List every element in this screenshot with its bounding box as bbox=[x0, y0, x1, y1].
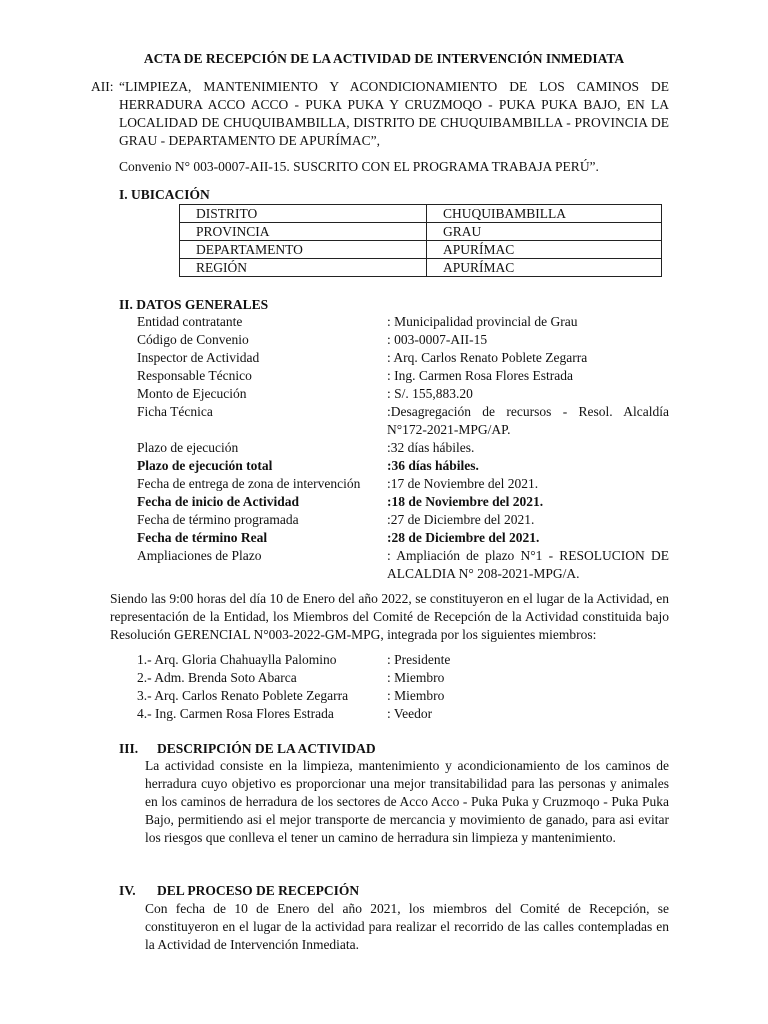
datos-generales-value: :32 días hábiles. bbox=[387, 440, 475, 455]
datos-generales-key: Código de Convenio bbox=[137, 332, 249, 347]
ubicacion-row bbox=[180, 205, 662, 223]
datos-generales-key: Plazo de ejecución bbox=[137, 440, 239, 455]
datos-generales-key: Fecha de término programada bbox=[137, 512, 299, 527]
datos-generales-key: Entidad contratante bbox=[137, 314, 243, 329]
member-role: : Miembro bbox=[387, 670, 445, 685]
member-role: : Miembro bbox=[387, 688, 445, 703]
datos-generales-row bbox=[137, 457, 669, 475]
datos-generales-key: Monto de Ejecución bbox=[137, 386, 247, 401]
member-row bbox=[137, 651, 537, 669]
datos-generales-value: :28 de Diciembre del 2021. bbox=[387, 530, 540, 545]
aii-block bbox=[91, 78, 669, 150]
datos-generales-row bbox=[137, 547, 669, 583]
aii-text: “LIMPIEZA, MANTENIMIENTO Y ACONDICIONAMIENTO DE LOS CAMINOS DE HERRADURA ACCO ACCO - PUKA PUKA Y CRUZMOQO - PUKA PUKA BAJO, EN LA LOCALIDAD DE CHUQUIBAMBILLA, DISTRITO DE CHUQUIBAMBILLA - PROVINCIA DE GRAU - DEPARTAMENTO DE APURÍMAC”, bbox=[119, 79, 669, 148]
intro-paragraph: Siendo las 9:00 horas del día 10 de Enero del año 2022, se constituyeron en el lugar de la Actividad, en representación de la Entidad, los Miembros del Comité de Recepción de la Actividad constituida bajo Resolución GERENCIAL N°003-2022-GM-MPG, integrada por los siguientes miembros: bbox=[110, 591, 669, 642]
descripcion-number: III. bbox=[119, 741, 139, 756]
datos-generales-value: : Municipalidad provincial de Grau bbox=[387, 314, 578, 329]
ubicacion-key: REGIÓN bbox=[180, 259, 427, 277]
ubicacion-row bbox=[180, 259, 662, 277]
member-row bbox=[137, 705, 537, 723]
ubicacion-value: GRAU bbox=[427, 223, 662, 241]
datos-generales-value: : Ampliación de plazo N°1 - RESOLUCION DE ALCALDIA N° 208-2021-MPG/A. bbox=[387, 548, 669, 581]
datos-generales-row bbox=[137, 403, 669, 439]
member-name: 2.- Adm. Brenda Soto Abarca bbox=[137, 670, 297, 685]
aii-label: AII: bbox=[91, 79, 114, 94]
datos-generales-row bbox=[137, 439, 669, 457]
datos-generales-list bbox=[137, 313, 669, 583]
ubicacion-row bbox=[180, 241, 662, 259]
members-list bbox=[137, 651, 537, 723]
ubicacion-table bbox=[179, 204, 662, 277]
ubicacion-key: DISTRITO bbox=[180, 205, 427, 223]
ubicacion-value: CHUQUIBAMBILLA bbox=[427, 205, 662, 223]
datos-generales-value: :17 de Noviembre del 2021. bbox=[387, 476, 539, 491]
descripcion-text: La actividad consiste en la limpieza, mantenimiento y acondicionamiento de los caminos de herradura cuyo objetivo es proporcionar una mejor transitabilidad para las personas y animales en los caminos de herradura de los sectores de Acco Acco - Puka Puka y Cruzmoqo - Puka Puka Bajo, permitiendo asi el mejor transporte de mercancia y movimiento de ganado, para asi evitar los riesgos que conlleva el tener un camino de herradura sin limpieza y mantenimiento. bbox=[145, 758, 669, 845]
document-title: ACTA DE RECEPCIÓN DE LA ACTIVIDAD DE INTERVENCIÓN INMEDIATA bbox=[143, 51, 625, 66]
datos-generales-row bbox=[137, 511, 669, 529]
proceso-text: Con fecha de 10 de Enero del año 2021, los miembros del Comité de Recepción, se constituyeron en el lugar de la actividad para realizar el recorrido de las calles contempladas en la Actividad de Intervención Inmediata. bbox=[145, 901, 669, 952]
datos-generales-value: : Ing. Carmen Rosa Flores Estrada bbox=[387, 368, 573, 383]
datos-generales-key: Plazo de ejecución total bbox=[137, 458, 273, 473]
datos-generales-value: : Arq. Carlos Renato Poblete Zegarra bbox=[387, 350, 588, 365]
ubicacion-row bbox=[180, 223, 662, 241]
ubicacion-key: DEPARTAMENTO bbox=[180, 241, 427, 259]
datos-generales-value: :18 de Noviembre del 2021. bbox=[387, 494, 544, 509]
datos-generales-heading: II. DATOS GENERALES bbox=[119, 297, 269, 312]
datos-generales-value: :Desagregación de recursos - Resol. Alcaldía N°172-2021-MPG/AP. bbox=[387, 404, 669, 437]
datos-generales-value: : 003-0007-AII-15 bbox=[387, 332, 488, 347]
datos-generales-row bbox=[137, 529, 669, 547]
datos-generales-row bbox=[137, 385, 669, 403]
datos-generales-key: Fecha de entrega de zona de intervención bbox=[137, 476, 361, 491]
datos-generales-row bbox=[137, 313, 669, 331]
member-name: 4.- Ing. Carmen Rosa Flores Estrada bbox=[137, 706, 334, 721]
datos-generales-value: :27 de Diciembre del 2021. bbox=[387, 512, 535, 527]
datos-generales-row bbox=[137, 367, 669, 385]
descripcion-heading: DESCRIPCIÓN DE LA ACTIVIDAD bbox=[157, 741, 376, 756]
datos-generales-key: Fecha de término Real bbox=[137, 530, 268, 545]
ubicacion-value: APURÍMAC bbox=[427, 241, 662, 259]
datos-generales-row bbox=[137, 493, 669, 511]
datos-generales-key: Ficha Técnica bbox=[137, 404, 213, 419]
member-row bbox=[137, 669, 537, 687]
datos-generales-key: Responsable Técnico bbox=[137, 368, 252, 383]
proceso-heading: DEL PROCESO DE RECEPCIÓN bbox=[157, 883, 360, 898]
ubicacion-value: APURÍMAC bbox=[427, 259, 662, 277]
member-name: 3.- Arq. Carlos Renato Poblete Zegarra bbox=[137, 688, 349, 703]
ubicacion-key: PROVINCIA bbox=[180, 223, 427, 241]
datos-generales-key: Inspector de Actividad bbox=[137, 350, 260, 365]
member-role: : Presidente bbox=[387, 652, 451, 667]
datos-generales-value: : S/. 155,883.20 bbox=[387, 386, 473, 401]
datos-generales-row bbox=[137, 331, 669, 349]
proceso-number: IV. bbox=[119, 883, 136, 898]
member-name: 1.- Arq. Gloria Chahuaylla Palomino bbox=[137, 652, 337, 667]
member-role: : Veedor bbox=[387, 706, 433, 721]
datos-generales-key: Fecha de inicio de Actividad bbox=[137, 494, 299, 509]
datos-generales-value: :36 días hábiles. bbox=[387, 458, 479, 473]
ubicacion-heading: I. UBICACIÓN bbox=[119, 187, 210, 202]
member-row bbox=[137, 687, 537, 705]
datos-generales-row bbox=[137, 349, 669, 367]
datos-generales-key: Ampliaciones de Plazo bbox=[137, 548, 262, 563]
datos-generales-row bbox=[137, 475, 669, 493]
convenio-line: Convenio N° 003-0007-AII-15. SUSCRITO CON EL PROGRAMA TRABAJA PERÚ”. bbox=[119, 159, 599, 174]
